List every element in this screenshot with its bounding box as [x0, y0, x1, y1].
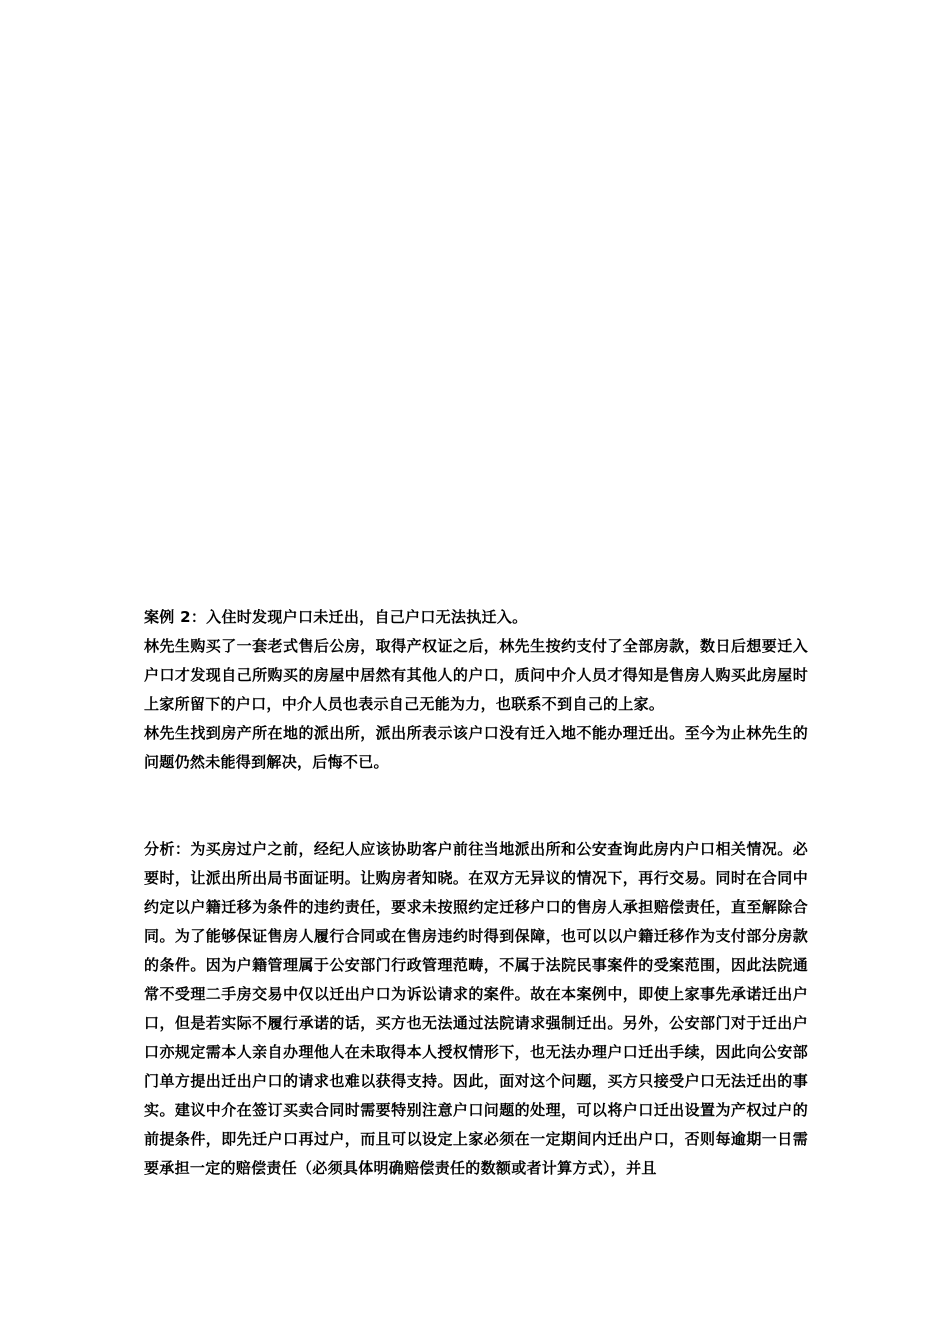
document-body [144, 603, 808, 1183]
analysis-paragraph: 分析：为买房过户之前，经纪人应该协助客户前往当地派出所和公安查询此房内户口相关情况。必要时，让派出所出局书面证明。让购房者知晓。在双方无异议的情况下，再行交易。同时在合同中约定以户籍迁移为条件的违约责任，要求未按照约定迁移户口的售房人承担赔偿责任，直至解除合同。为了能够保证售房人履行合同或在售房违约时得到保障，也可以以户籍迁移作为支付部分房款的条件。因为户籍管理属于公安部门行政管理范畴，不属于法院民事案件的受案范围，因此法院通常不受理二手房交易中仅以迁出户口为诉讼请求的案件。故在本案例中，即使上家事先承诺迁出户口，但是若实际不履行承诺的话，买方也无法通过法院请求强制迁出。另外，公安部门对于迁出户口亦规定需本人亲自办理他人在未取得本人授权情形下，也无法办理户口迁出手续，因此向公安部门单方提出迁出户口的请求也难以获得支持。因此，面对这个问题，买方只接受户口无法迁出的事实。建议中介在签订买卖合同时需要特别注意户口问题的处理，可以将户口迁出设置为产权过户的前提条件，即先迁户口再过户，而且可以设定上家必须在一定期间内迁出户口，否则每逾期一日需要承担一定的赔偿责任（必须具体明确赔偿责任的数额或者计算方式），并且 [144, 840, 808, 1177]
case-paragraph-1: 林先生购买了一套老式售后公房，取得产权证之后，林先生按约支付了全部房款，数日后想要迁入户口才发现自己所购买的房屋中居然有其他人的户口，质问中介人员才得知是售房人购买此房屋时上家所留下的户口，中介人员也表示自己无能为力，也联系不到自己的上家。 [144, 637, 808, 713]
case-title: 案例 2：入住时发现户口未迁出，自己户口无法执迁入。 [144, 608, 528, 626]
paragraph-gap [144, 777, 808, 835]
case-paragraph-2: 林先生找到房产所在地的派出所，派出所表示该户口没有迁入地不能办理迁出。至今为止林先生的问题仍然未能得到解决，后悔不已。 [144, 724, 808, 771]
